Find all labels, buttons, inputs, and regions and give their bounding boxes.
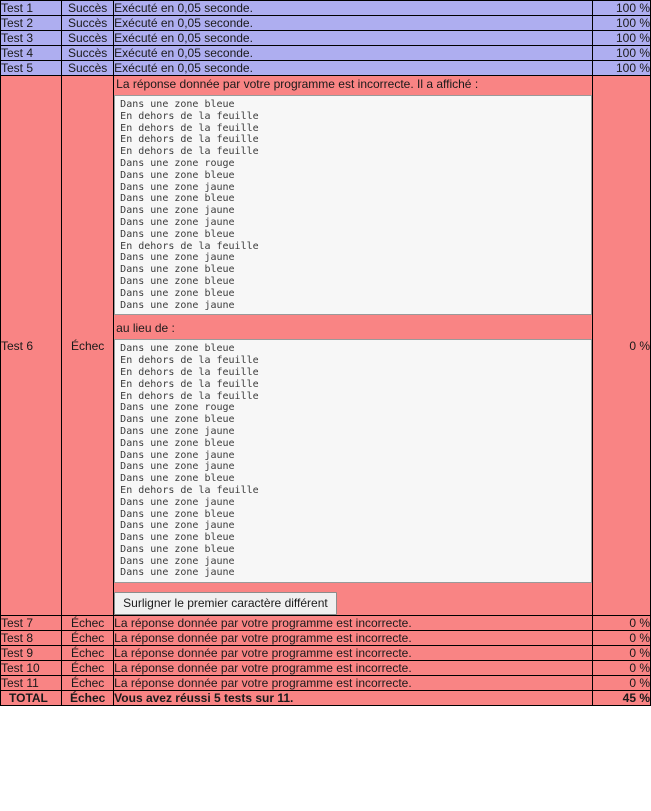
cell-test-status: Succès: [62, 16, 114, 31]
cell-test-percent: 100 %: [592, 61, 650, 76]
table-row: [1, 646, 651, 661]
cell-test-message: La réponse donnée par votre programme est incorrecte.: [114, 631, 593, 646]
cell-test-status: Échec: [62, 631, 114, 646]
expected-output-box: [114, 339, 592, 583]
table-row: [1, 46, 651, 61]
cell-test-name: Test 6: [1, 76, 62, 616]
table-row-detail: [1, 76, 651, 616]
cell-test-message: Exécuté en 0,05 seconde.: [114, 31, 593, 46]
cell-test-name: Test 9: [1, 646, 62, 661]
table-row: [1, 661, 651, 676]
output-line: En dehors de la feuille: [120, 390, 259, 402]
cell-total-status: Échec: [62, 691, 114, 706]
actual-output-label: La réponse donnée par votre programme est incorrecte. Il a affiché :: [116, 77, 479, 91]
cell-test-percent: 100 %: [592, 46, 650, 61]
output-line: Dans une zone jaune: [120, 216, 235, 228]
cell-test-percent: 0 %: [592, 661, 650, 676]
table-row: [1, 61, 651, 76]
cell-test-status: Échec: [62, 646, 114, 661]
cell-test-message: La réponse donnée par votre programme est incorrecte.: [114, 616, 593, 631]
expected-output-label: au lieu de :: [116, 321, 175, 336]
output-line: En dehors de la feuille: [120, 146, 259, 158]
cell-test-percent: 100 %: [592, 1, 650, 16]
output-line: En dehors de la feuille: [120, 134, 259, 146]
cell-test-name: Test 5: [1, 61, 62, 76]
output-line: Dans une zone bleue: [120, 275, 235, 287]
cell-test-percent: 100 %: [592, 16, 650, 31]
output-line: En dehors de la feuille: [120, 355, 259, 367]
output-line: Dans une zone bleue: [120, 437, 235, 449]
cell-test-name: Test 1: [1, 1, 62, 16]
cell-test-status: Succès: [62, 31, 114, 46]
output-line: Dans une zone bleue: [120, 508, 235, 520]
output-line: Dans une zone bleue: [120, 473, 235, 485]
output-line: Dans une zone bleue: [120, 543, 235, 555]
output-line: Dans une zone bleue: [120, 264, 235, 276]
cell-test-percent: 0 %: [592, 76, 650, 616]
cell-test-status: Succès: [62, 1, 114, 16]
table-row: [1, 1, 651, 16]
cell-test-status: Succès: [62, 46, 114, 61]
output-line: Dans une zone bleue: [120, 343, 235, 355]
output-line: En dehors de la feuille: [120, 240, 259, 252]
output-line: En dehors de la feuille: [120, 366, 259, 378]
cell-test-status: Échec: [62, 676, 114, 691]
output-line: Dans une zone jaune: [120, 461, 235, 473]
cell-test-detail: [114, 76, 593, 616]
cell-test-percent: 100 %: [592, 31, 650, 46]
cell-test-name: Test 2: [1, 16, 62, 31]
output-line: Dans une zone bleue: [120, 414, 235, 426]
cell-test-status: Échec: [62, 616, 114, 631]
table-row: [1, 676, 651, 691]
cell-test-name: Test 10: [1, 661, 62, 676]
output-line: Dans une zone rouge: [120, 402, 235, 414]
output-line: En dehors de la feuille: [120, 484, 259, 496]
output-line: En dehors de la feuille: [120, 122, 259, 134]
cell-total-percent: 45 %: [592, 691, 650, 706]
cell-test-name: Test 11: [1, 676, 62, 691]
cell-test-percent: 0 %: [592, 631, 650, 646]
output-line: Dans une zone bleue: [120, 228, 235, 240]
cell-test-message: La réponse donnée par votre programme est incorrecte.: [114, 676, 593, 691]
cell-test-message: Exécuté en 0,05 seconde.: [114, 46, 593, 61]
output-line: Dans une zone jaune: [120, 449, 235, 461]
table-row: [1, 616, 651, 631]
table-row: [1, 631, 651, 646]
output-line: Dans une zone jaune: [120, 252, 235, 264]
cell-test-name: Test 3: [1, 31, 62, 46]
cell-test-percent: 0 %: [592, 676, 650, 691]
output-line: Dans une zone jaune: [120, 425, 235, 437]
output-line: Dans une zone jaune: [120, 181, 235, 193]
highlight-first-diff-button[interactable]: Surligner le premier caractère différent: [114, 592, 337, 615]
output-line: Dans une zone jaune: [120, 299, 235, 311]
cell-test-status: Échec: [62, 661, 114, 676]
output-line: Dans une zone jaune: [120, 567, 235, 579]
output-line: Dans une zone bleue: [120, 99, 235, 110]
output-line: Dans une zone bleue: [120, 287, 235, 299]
cell-test-name: Test 4: [1, 46, 62, 61]
output-line: Dans une zone bleue: [120, 169, 235, 181]
output-line: Dans une zone bleue: [120, 532, 235, 544]
cell-test-message: Exécuté en 0,05 seconde.: [114, 61, 593, 76]
table-row: [1, 31, 651, 46]
cell-test-status: Échec: [62, 76, 114, 616]
cell-test-percent: 0 %: [592, 616, 650, 631]
actual-output-box: [114, 95, 592, 315]
cell-test-name: Test 7: [1, 616, 62, 631]
cell-test-message: La réponse donnée par votre programme est incorrecte.: [114, 661, 593, 676]
cell-test-message: La réponse donnée par votre programme est incorrecte.: [114, 646, 593, 661]
output-line: Dans une zone bleue: [120, 193, 235, 205]
cell-test-message: Exécuté en 0,05 seconde.: [114, 1, 593, 16]
output-line: Dans une zone jaune: [120, 496, 235, 508]
cell-test-percent: 0 %: [592, 646, 650, 661]
table-row: [1, 16, 651, 31]
output-line: En dehors de la feuille: [120, 378, 259, 390]
cell-test-message: Exécuté en 0,05 seconde.: [114, 16, 593, 31]
output-line: Dans une zone jaune: [120, 205, 235, 217]
cell-total-label: TOTAL: [1, 691, 62, 706]
cell-test-name: Test 8: [1, 631, 62, 646]
cell-test-status: Succès: [62, 61, 114, 76]
test-results-body: [1, 1, 651, 706]
output-line: En dehors de la feuille: [120, 110, 259, 122]
output-line: Dans une zone rouge: [120, 157, 235, 169]
cell-total-message: Vous avez réussi 5 tests sur 11.: [114, 691, 593, 706]
table-row-total: [1, 691, 651, 706]
output-line: Dans une zone jaune: [120, 520, 235, 532]
output-line: Dans une zone jaune: [120, 555, 235, 567]
